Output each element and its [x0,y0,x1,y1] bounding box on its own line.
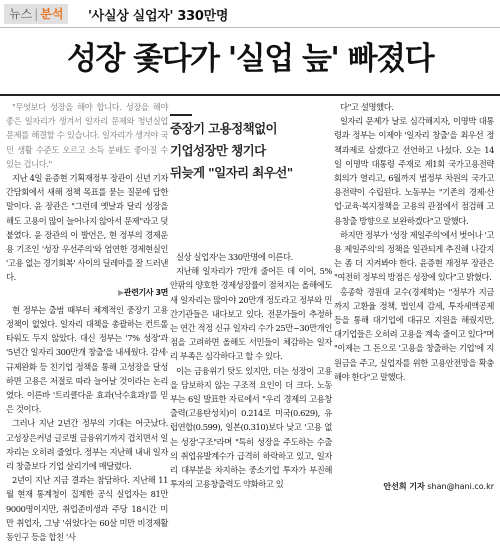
section-badge [4,4,68,24]
related-article-link[interactable] [6,286,168,300]
subheadline-rule [170,114,192,116]
article-column-1 [6,100,168,544]
headline-divider [0,94,500,96]
article-column-3 [334,100,494,384]
related-article-label: 관련기사 3면 [123,287,168,297]
body-paragraph: 이는 금융위기 탓도 있지만, 더는 성장이 고용을 담보하지 않는 구조적 요인이 더 크다. 노동부는 6일 발표한 자료에서 "우리 경제의 고용창출력(고용탄성치)이 0.214로 미국(0.629), 유럽연합(0.599), 일본(0.310)보다 낮고 '고용 없는 성장'구조"라며 "특히 성장을 주도하는 수출의 취업유발계수가 급격히 하락하고 있고, 일자리 대부분을 차지하는 중소기업 투자가 부진해 투자의 고용창출력도 약화하고 있 [170,365,332,490]
byline [379,481,494,492]
byline-name: 안선희 기자 [383,482,425,491]
body-paragraph: 그러나 지난 2년간 정부의 기대는 어긋났다. 고성장은커녕 글로벌 금융위기까지 겹치면서 일자리는 오히려 줄었다. 정부는 지난해 내내 일자리 창출보다 기업 살리기에 매달렸다. [6,418,168,472]
section-separator: | [34,7,39,21]
subheadline-line-2: 기업성장만 챙기다 [170,143,266,158]
body-paragraph: 일자리 문제가 날로 심각해지자, 이명박 대통령과 정부는 이제야 '일자리 창출'을 최우선 정책과제로 삼겠다고 선언하고 나섰다. 오는 14일 이명박 대통령 주재로 제1회 국가고용전략회의가 열리고, 6월까지 범정부 차원의 국가고용전략이 수립된다. 노동부는 "기존의 경제·산업·교육·복지정책을 고용의 관점에서 점검해 고용창출 방향으로 보완하겠다"고 말했다. [334,116,494,226]
headline: 성장 좇다가 '실업 늪' 빠졌다 [66,41,434,77]
lead-quote: "무엇보다 성장을 해야 합니다. 성장을 해야 좋은 일자리가 생겨서 일자리 문제와 청년실업 문제를 해결할 수 있습니다. 일자리가 생겨야 국민 생활 수준도 오르고 소득 분배도 좋아질 수 있는 겁니다." [6,102,168,169]
section-news-label: 뉴스 [9,7,33,21]
section-analysis-label: 분석 [40,7,64,21]
body-paragraph: 2년이 지난 지금 결과는 참담하다. 지난해 11월 현재 통계청이 집계한 공식 실업자는 81만9000명이지만, 취업준비생과 주당 18시간 미만 취업자, 그냥 '쉬었다'는 60살 미만 비경제활동인구 등을 합친 '사 [6,475,168,543]
byline-email[interactable]: shan@hani.co.kr [427,482,494,491]
body-paragraph: 실상 실업자'는 330만명에 이른다. [176,252,293,262]
subheadline-line-1: 중장기 고용정책없이 [170,121,278,136]
triangle-right-icon: ▶ [118,287,124,297]
body-paragraph: 다"고 설명했다. [340,102,394,112]
body-paragraph: 홍종학 경원대 교수(경제학)는 "정부가 지금까지 고환율 정책, 법인세 감세, 투자세액공제 등을 통해 대기업에 대규모 지원을 해줬지만, 대기업들은 오히려 고용을 계속 줄이고 있다"며 "이제는 그 돈으로 '고용을 창출하는 기업'에 지원금을 주고, 실업자를 위한 고용안전망을 확충해야 한다"고 말했다. [334,286,494,382]
body-paragraph: 현 정부는 출범 때부터 체계적인 중장기 고용정책이 없었다. 일자리 대책을 총괄하는 컨트롤타워도 두지 않았다. 대신 정부는 '7% 성장'과 '5년간 일자리 300만개 창출'을 내세웠다. 감세·규제완화 등 친기업 정책을 통해 고성장을 달성하면 고용은 저절로 따라 늘어날 것이라는 논리였다. 이른바 '트리클다운 효과(낙수효과)'를 믿은 것이다. [6,304,168,415]
article-header-bar [0,0,500,28]
body-paragraph: 지난 4일 윤증현 기획재정부 장관이 신년 기자간담회에서 새해 정책 목표를 묻는 질문에 답한 말이다. 윤 장관은 "그런데 옛날과 달리 성장을 해도 고용이 많이 늘어나지 않아서 문제"라고 덧붙였다. 윤 장관의 이 발언은, 현 정부의 경제운용 기조인 '성장 우선주의'와 엄연한 경제현실인 '고용 없는 경기회복' 사이의 딜레마를 잘 드러낸다. [6,173,168,283]
body-paragraph: 지난해 일자리가 7만개 줄어든 데 이어, 5% 안팎의 양호한 경제성장률이 점쳐지는 올해에도 새 일자리는 많아야 20만개 정도라고 정부와 민간기관들은 내다보고 있다. 전문가들이 추정하는 연간 적정 신규 일자리 수가 25만~30만개인 점을 고려하면 올해도 서민들이 체감하는 일자리 부족은 심각하다고 할 수 있다. [170,266,332,362]
body-paragraph: 하지만 정부가 '성장 제일주의'에서 벗어나 '고용 제일주의'의 정책을 일관되게 추진해 나갈지는 좀 더 지켜봐야 한다. 윤증현 재정부 장관은 "여전히 정부의 방점은 성장에 있다"고 밝혔다. [334,229,494,283]
kicker-title: '사실상 실업자' 330만명 [88,9,229,24]
subheadline-line-3: 뒤늦게 "일자리 최우선" [170,165,293,180]
subheadline [170,118,332,184]
